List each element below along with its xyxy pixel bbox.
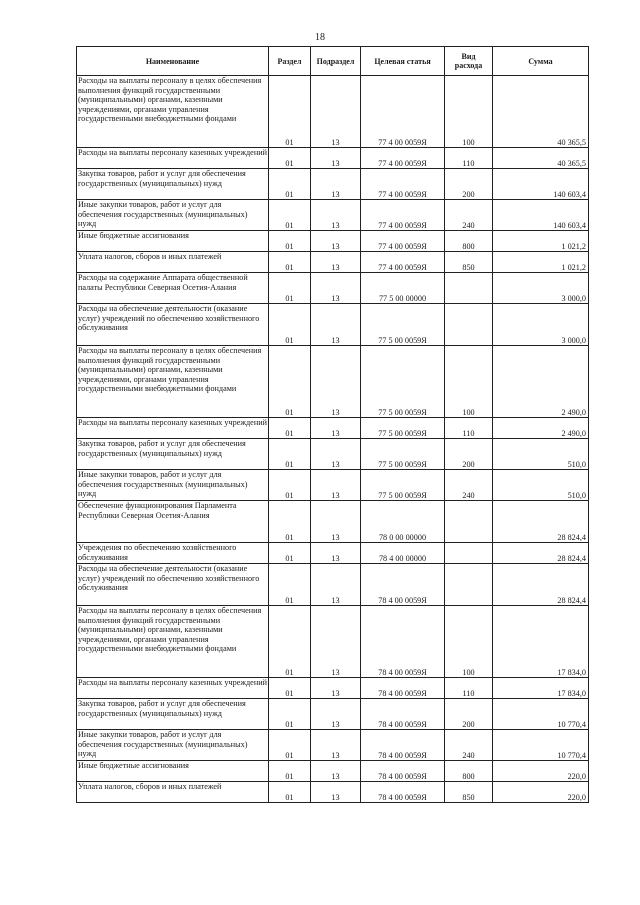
summa-cell: 40 365,5 [493, 148, 589, 169]
row-name: Иные закупки товаров, работ и услуг для обеспечения государственных (муниципальных) нужд [78, 730, 248, 758]
table-row [77, 678, 589, 699]
table-row [77, 730, 589, 761]
row-name: Закупка товаров, работ и услуг для обеспечения государственных (муниципальных) нужд [78, 699, 246, 718]
celevaya-statya-cell: 77 4 00 0059Я [361, 169, 445, 200]
podrazdel-cell: 13 [311, 470, 361, 501]
table-row [77, 76, 589, 148]
summa-cell: 2 490,0 [493, 346, 589, 418]
header-vid-rashoda: Вид расхода [445, 47, 493, 76]
razdel-cell: 01 [269, 699, 311, 730]
table-row [77, 346, 589, 418]
celevaya-statya-cell: 77 5 00 00000 [361, 273, 445, 304]
summa-cell: 3 000,0 [493, 304, 589, 346]
row-name: Закупка товаров, работ и услуг для обеспечения государственных (муниципальных) нужд [78, 169, 246, 188]
razdel-cell: 01 [269, 678, 311, 699]
podrazdel-cell: 13 [311, 304, 361, 346]
vid-rashoda-cell: 100 [445, 606, 493, 678]
vid-rashoda-cell: 800 [445, 761, 493, 782]
vid-rashoda-cell [445, 273, 493, 304]
budget-table [76, 46, 589, 803]
row-name: Расходы на обеспечение деятельности (оказание услуг) учреждений по обеспечению хозяйственного обслуживания [78, 304, 260, 332]
table-row [77, 273, 589, 304]
razdel-cell: 01 [269, 231, 311, 252]
table-row [77, 169, 589, 200]
summa-cell: 140 603,4 [493, 200, 589, 231]
podrazdel-cell: 13 [311, 782, 361, 803]
header-razdel: Раздел [269, 47, 311, 76]
header-celevaya-statya: Целевая статья [361, 47, 445, 76]
name-cell [77, 76, 269, 148]
summa-cell: 10 770,4 [493, 730, 589, 761]
celevaya-statya-cell: 78 4 00 0059Я [361, 564, 445, 606]
row-name: Уплата налогов, сборов и иных платежей [78, 782, 222, 791]
celevaya-statya-cell: 77 5 00 0059Я [361, 304, 445, 346]
vid-rashoda-cell: 200 [445, 699, 493, 730]
razdel-cell: 01 [269, 169, 311, 200]
podrazdel-cell: 13 [311, 148, 361, 169]
summa-cell: 510,0 [493, 470, 589, 501]
table-row [77, 252, 589, 273]
name-cell [77, 564, 269, 606]
razdel-cell: 01 [269, 418, 311, 439]
name-cell [77, 730, 269, 761]
podrazdel-cell: 13 [311, 699, 361, 730]
row-name: Иные бюджетные ассигнования [78, 761, 189, 770]
row-name: Обеспечение функционирования Парламента Республики Северная Осетия-Алания [78, 501, 237, 520]
vid-rashoda-cell [445, 501, 493, 543]
podrazdel-cell: 13 [311, 169, 361, 200]
table-body [77, 76, 589, 803]
vid-rashoda-cell: 850 [445, 782, 493, 803]
podrazdel-cell: 13 [311, 76, 361, 148]
name-cell [77, 761, 269, 782]
celevaya-statya-cell: 77 5 00 0059Я [361, 418, 445, 439]
razdel-cell: 01 [269, 501, 311, 543]
razdel-cell: 01 [269, 304, 311, 346]
podrazdel-cell: 13 [311, 346, 361, 418]
table-row [77, 470, 589, 501]
celevaya-statya-cell: 77 4 00 0059Я [361, 76, 445, 148]
row-name: Расходы на выплаты персоналу в целях обеспечения выполнения функций государственными (муниципальными) органами, казенными учреждениями, органами управления государственными внебюджетными фондами [78, 346, 262, 393]
page-number: 18 [315, 32, 325, 43]
header-name: Наименование [77, 47, 269, 76]
row-name: Расходы на выплаты персоналу в целях обеспечения выполнения функций государственными (муниципальными) органами, казенными учреждениями, органами управления государственными внебюджетными фондами [78, 606, 262, 653]
razdel-cell: 01 [269, 346, 311, 418]
razdel-cell: 01 [269, 761, 311, 782]
row-name: Уплата налогов, сборов и иных платежей [78, 252, 222, 261]
vid-rashoda-cell: 100 [445, 76, 493, 148]
podrazdel-cell: 13 [311, 231, 361, 252]
vid-rashoda-cell: 110 [445, 418, 493, 439]
summa-cell: 220,0 [493, 782, 589, 803]
summa-cell: 28 824,4 [493, 501, 589, 543]
summa-cell: 140 603,4 [493, 169, 589, 200]
celevaya-statya-cell: 77 4 00 0059Я [361, 148, 445, 169]
summa-cell: 1 021,2 [493, 252, 589, 273]
celevaya-statya-cell: 78 4 00 0059Я [361, 699, 445, 730]
row-name: Расходы на обеспечение деятельности (оказание услуг) учреждений по обеспечению хозяйственного обслуживания [78, 564, 260, 592]
razdel-cell: 01 [269, 564, 311, 606]
vid-rashoda-cell [445, 564, 493, 606]
celevaya-statya-cell: 77 4 00 0059Я [361, 200, 445, 231]
row-name: Иные бюджетные ассигнования [78, 231, 189, 240]
row-name: Расходы на выплаты персоналу казенных учреждений [78, 148, 267, 157]
celevaya-statya-cell: 77 5 00 0059Я [361, 470, 445, 501]
celevaya-statya-cell: 78 4 00 0059Я [361, 606, 445, 678]
podrazdel-cell: 13 [311, 418, 361, 439]
vid-rashoda-cell: 800 [445, 231, 493, 252]
celevaya-statya-cell: 78 0 00 00000 [361, 501, 445, 543]
summa-cell: 510,0 [493, 439, 589, 470]
name-cell [77, 699, 269, 730]
table-row [77, 501, 589, 543]
name-cell [77, 304, 269, 346]
summa-cell: 17 834,0 [493, 606, 589, 678]
summa-cell: 17 834,0 [493, 678, 589, 699]
razdel-cell: 01 [269, 76, 311, 148]
razdel-cell: 01 [269, 273, 311, 304]
vid-rashoda-cell: 240 [445, 200, 493, 231]
vid-rashoda-cell: 240 [445, 470, 493, 501]
podrazdel-cell: 13 [311, 501, 361, 543]
celevaya-statya-cell: 78 4 00 0059Я [361, 782, 445, 803]
celevaya-statya-cell: 78 4 00 0059Я [361, 730, 445, 761]
name-cell [77, 606, 269, 678]
row-name: Расходы на выплаты персоналу казенных учреждений [78, 678, 267, 687]
name-cell [77, 346, 269, 418]
table-row [77, 606, 589, 678]
name-cell [77, 418, 269, 439]
summa-cell: 1 021,2 [493, 231, 589, 252]
name-cell [77, 231, 269, 252]
name-cell [77, 169, 269, 200]
podrazdel-cell: 13 [311, 543, 361, 564]
vid-rashoda-cell [445, 543, 493, 564]
row-name: Иные закупки товаров, работ и услуг для обеспечения государственных (муниципальных) нужд [78, 470, 248, 498]
summa-cell: 220,0 [493, 761, 589, 782]
row-name: Закупка товаров, работ и услуг для обеспечения государственных (муниципальных) нужд [78, 439, 246, 458]
podrazdel-cell: 13 [311, 273, 361, 304]
table-row [77, 231, 589, 252]
table-row [77, 148, 589, 169]
celevaya-statya-cell: 77 4 00 0059Я [361, 231, 445, 252]
name-cell [77, 252, 269, 273]
table-header [77, 47, 589, 76]
table-row [77, 564, 589, 606]
celevaya-statya-cell: 77 5 00 0059Я [361, 346, 445, 418]
summa-cell: 10 770,4 [493, 699, 589, 730]
celevaya-statya-cell: 78 4 00 00000 [361, 543, 445, 564]
row-name: Иные закупки товаров, работ и услуг для обеспечения государственных (муниципальных) нужд [78, 200, 248, 228]
razdel-cell: 01 [269, 148, 311, 169]
celevaya-statya-cell: 78 4 00 0059Я [361, 678, 445, 699]
podrazdel-cell: 13 [311, 730, 361, 761]
vid-rashoda-cell [445, 304, 493, 346]
name-cell [77, 148, 269, 169]
razdel-cell: 01 [269, 470, 311, 501]
name-cell [77, 501, 269, 543]
razdel-cell: 01 [269, 200, 311, 231]
podrazdel-cell: 13 [311, 439, 361, 470]
name-cell [77, 273, 269, 304]
header-summa: Сумма [493, 47, 589, 76]
vid-rashoda-cell: 200 [445, 439, 493, 470]
header-podrazdel: Подраздел [311, 47, 361, 76]
vid-rashoda-cell: 240 [445, 730, 493, 761]
razdel-cell: 01 [269, 782, 311, 803]
summa-cell: 3 000,0 [493, 273, 589, 304]
table-row [77, 782, 589, 803]
table-row [77, 439, 589, 470]
name-cell [77, 200, 269, 231]
vid-rashoda-cell: 110 [445, 148, 493, 169]
summa-cell: 2 490,0 [493, 418, 589, 439]
table-row [77, 200, 589, 231]
name-cell [77, 678, 269, 699]
summa-cell: 28 824,4 [493, 543, 589, 564]
table-row [77, 761, 589, 782]
name-cell [77, 782, 269, 803]
table-row [77, 304, 589, 346]
podrazdel-cell: 13 [311, 252, 361, 273]
vid-rashoda-cell: 100 [445, 346, 493, 418]
razdel-cell: 01 [269, 730, 311, 761]
razdel-cell: 01 [269, 543, 311, 564]
vid-rashoda-cell: 850 [445, 252, 493, 273]
row-name: Расходы на выплаты персоналу казенных учреждений [78, 418, 267, 427]
row-name: Учреждения по обеспечению хозяйственного обслуживания [78, 543, 237, 562]
podrazdel-cell: 13 [311, 678, 361, 699]
row-name: Расходы на выплаты персоналу в целях обеспечения выполнения функций государственными (муниципальными) органами, казенными учреждениями, органами управления государственными внебюджетными фондами [78, 76, 262, 123]
row-name: Расходы на содержание Аппарата общественной палаты Республики Северная Осетия-Алания [78, 273, 248, 292]
table-row [77, 418, 589, 439]
podrazdel-cell: 13 [311, 761, 361, 782]
podrazdel-cell: 13 [311, 200, 361, 231]
razdel-cell: 01 [269, 606, 311, 678]
summa-cell: 28 824,4 [493, 564, 589, 606]
table-row [77, 543, 589, 564]
celevaya-statya-cell: 77 4 00 0059Я [361, 252, 445, 273]
razdel-cell: 01 [269, 252, 311, 273]
celevaya-statya-cell: 77 5 00 0059Я [361, 439, 445, 470]
razdel-cell: 01 [269, 439, 311, 470]
podrazdel-cell: 13 [311, 564, 361, 606]
name-cell [77, 543, 269, 564]
name-cell [77, 470, 269, 501]
podrazdel-cell: 13 [311, 606, 361, 678]
celevaya-statya-cell: 78 4 00 0059Я [361, 761, 445, 782]
vid-rashoda-cell: 200 [445, 169, 493, 200]
summa-cell: 40 365,5 [493, 76, 589, 148]
table-row [77, 699, 589, 730]
name-cell [77, 439, 269, 470]
vid-rashoda-cell: 110 [445, 678, 493, 699]
